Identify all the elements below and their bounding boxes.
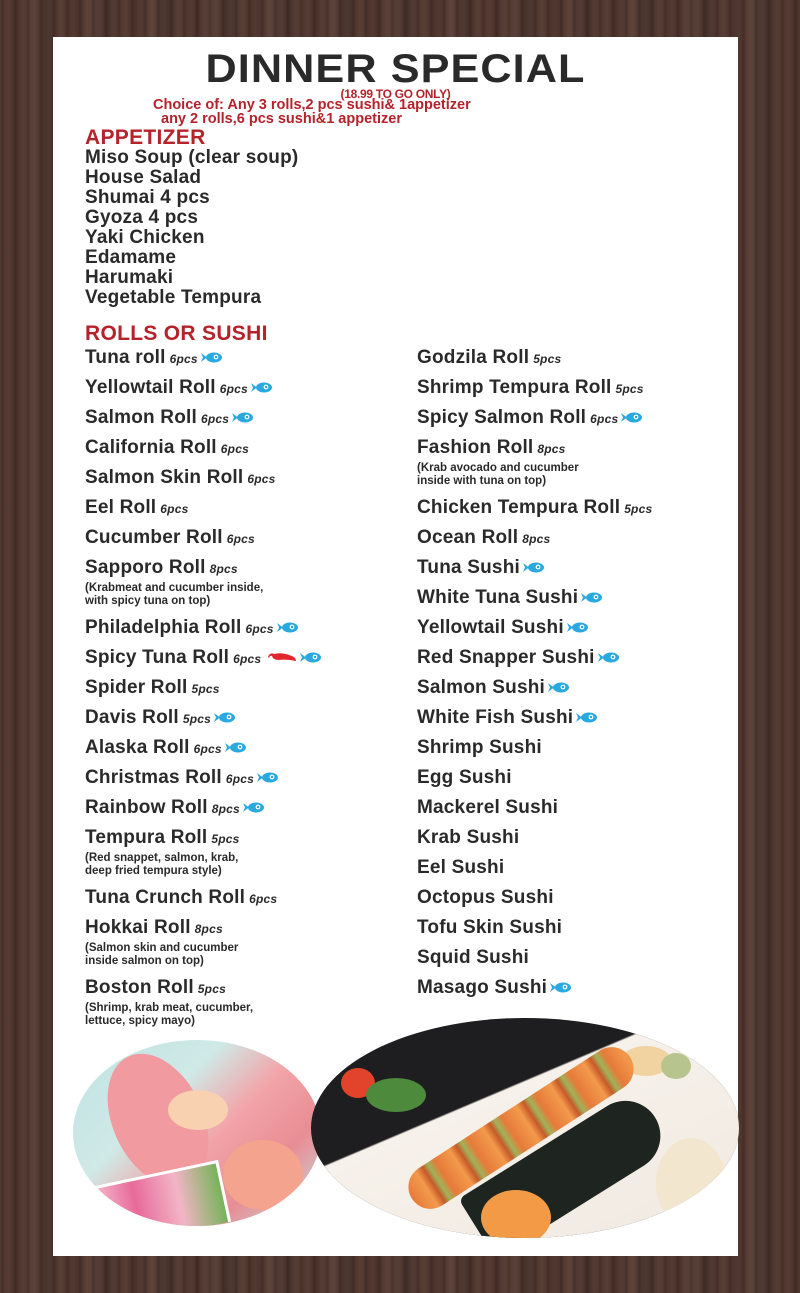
menu-item [417,828,519,848]
piece-count: 5pcs [533,352,562,366]
piece-count: 6pcs [193,742,222,757]
menu-item-name: Fashion Roll [417,437,534,458]
menu-item [85,468,276,489]
menu-item-description: (Krab avocado and cucumber [417,462,579,474]
menu-item [417,618,589,638]
menu-item-name: Godzila Roll [417,347,530,368]
menu-item-name: Tuna Crunch Roll [85,887,246,908]
choice-line-1: Choice of: Any 3 rolls,2 pcs sushi& 1appetizer [153,97,471,113]
menu-item-name: Shrimp Sushi [417,737,542,758]
piece-count: 8pcs [537,442,566,456]
menu-item-name: Spider Roll [85,677,188,698]
menu-item-name: Sapporo Roll [85,557,206,578]
menu-item [85,378,273,399]
menu-item [85,978,226,999]
menu-item-name: Cucumber Roll [85,527,223,548]
menu-item-name: Tuna roll [85,347,166,369]
menu-item-name: Rainbow Roll [85,797,208,819]
menu-item [85,498,188,519]
menu-item [85,618,299,639]
menu-item-name: Krab Sushi [417,827,520,848]
fish-icon [225,738,247,758]
piece-count: 6pcs [201,412,230,427]
menu-item-name: Tofu Skin Sushi [417,917,563,938]
pink-sushi-roll-photo [73,1040,321,1226]
menu-item-description: inside with tuna on top) [417,474,547,487]
piece-count: 6pcs [219,382,248,397]
menu-item-name: Salmon Sushi [417,677,546,699]
piece-count: 5pcs [615,382,644,396]
menu-item-name: Masago Sushi [417,977,548,999]
menu-item [85,438,249,459]
fish-icon [567,618,589,638]
menu-item [417,348,561,369]
menu-item-name: Egg Sushi [417,767,512,788]
fish-icon [550,978,572,998]
menu-panel [53,37,738,1256]
menu-item [417,738,542,758]
menu-item-name: Christmas Roll [85,767,222,789]
menu-item [85,738,247,759]
menu-item-description: (Red snappet, salmon, krab, [85,852,239,864]
menu-item-name: Spicy Tuna Roll [85,647,230,669]
appetizer-item: Miso Soup (clear soup) [85,147,299,168]
menu-item [417,888,554,908]
piece-count: 6pcs [220,442,249,456]
menu-item [417,858,504,878]
menu-item-name: Squid Sushi [417,947,529,968]
price-note: (18.99 TO GO ONLY) [340,87,451,101]
menu-item [85,798,265,819]
menu-item-name: Tempura Roll [85,827,208,848]
menu-item [85,888,277,909]
piece-count: 8pcs [209,562,238,576]
piece-count: 8pcs [211,802,240,817]
menu-item-description: with spicy tuna on top) [85,594,211,607]
fish-icon [300,648,322,668]
piece-count: 6pcs [245,622,274,637]
fish-icon [598,648,620,668]
choice-line-2: any 2 rolls,6 pcs sushi&1 appetizer [161,111,402,127]
menu-item [417,498,652,519]
appetizer-item: Vegetable Tempura [85,287,262,308]
menu-item-name: Salmon Roll [85,407,197,429]
menu-item [85,528,255,549]
menu-item [417,588,603,608]
fish-icon [232,408,254,428]
fish-icon [576,708,598,728]
page-title: DINNER SPECIAL [205,47,586,91]
menu-item [85,828,240,849]
menu-item-name: Eel Sushi [417,857,505,878]
menu-item-name: Eel Roll [85,497,157,518]
menu-item-name: Yellowtail Roll [85,377,216,399]
menu-item [417,918,562,938]
fish-icon [621,408,643,428]
fish-icon [523,558,545,578]
menu-item [417,708,598,728]
menu-item-name: Davis Roll [85,707,179,729]
menu-item-name: Hokkai Roll [85,917,191,938]
fish-icon [214,708,236,728]
fish-icon [548,678,570,698]
fish-icon [251,378,273,398]
menu-item-description: (Krabmeat and cucumber inside, [85,582,264,594]
menu-item [417,768,512,788]
piece-count: 6pcs [160,502,189,516]
menu-item-name: Philadelphia Roll [85,617,242,639]
menu-item [85,348,223,369]
menu-item-name: Chicken Tempura Roll [417,497,621,518]
piece-count: 6pcs [247,472,276,486]
piece-count: 6pcs [233,652,262,667]
menu-item [417,408,643,429]
piece-count: 6pcs [225,772,255,787]
menu-item [417,678,570,698]
appetizer-item: Yaki Chicken [85,227,205,248]
sushi-roll-and-hand-roll-photo [311,1018,739,1238]
piece-count: 5pcs [191,682,220,696]
appetizer-item: House Salad [85,167,202,188]
menu-item [85,768,279,789]
menu-item-name: Salmon Skin Roll [85,467,244,488]
menu-item-name: Mackerel Sushi [417,797,559,818]
appetizer-item: Edamame [85,247,177,268]
chili-icon [267,648,297,668]
menu-item-description: (Salmon skin and cucumber [85,942,239,954]
menu-item [417,528,550,549]
menu-item [417,798,558,818]
piece-count: 6pcs [169,352,198,367]
appetizer-item: Shumai 4 pcs [85,187,210,208]
menu-item-name: Yellowtail Sushi [417,617,564,639]
piece-count: 5pcs [182,712,212,727]
menu-item-description: lettuce, spicy mayo) [85,1014,195,1027]
menu-item [85,678,220,699]
menu-item [85,648,322,669]
menu-item-description: deep fried tempura style) [85,864,222,877]
menu-item [417,648,620,668]
menu-item [417,558,545,578]
menu-item [85,408,254,429]
piece-count: 8pcs [194,922,223,936]
appetizer-heading: APPETIZER [85,126,206,149]
menu-item-name: Ocean Roll [417,527,519,548]
appetizer-item: Gyoza 4 pcs [85,207,199,228]
menu-item-name: Red Snapper Sushi [417,647,595,669]
menu-item-name: White Fish Sushi [417,707,574,729]
rolls-or-sushi-heading: ROLLS OR SUSHI [85,322,268,345]
menu-item-description: inside salmon on top) [85,954,204,967]
piece-count: 5pcs [624,502,653,516]
fish-icon [257,768,279,788]
menu-item [417,438,566,459]
piece-count: 6pcs [226,532,255,546]
piece-count: 6pcs [249,892,278,906]
fish-icon [243,798,265,818]
piece-count: 5pcs [211,832,240,846]
menu-item-name: Shrimp Tempura Roll [417,377,612,398]
menu-item-name: California Roll [85,437,217,458]
menu-item [85,708,236,729]
menu-item [417,978,572,998]
menu-item-name: White Tuna Sushi [417,587,579,609]
menu-item [85,918,223,939]
piece-count: 6pcs [590,412,619,427]
fish-icon [277,618,299,638]
menu-item-name: Alaska Roll [85,737,190,759]
appetizer-item: Harumaki [85,267,174,288]
menu-item [417,378,644,399]
menu-item [85,558,238,579]
menu-item-name: Boston Roll [85,977,194,998]
menu-item [417,948,529,968]
menu-item-description: (Shrimp, krab meat, cucumber, [85,1002,254,1014]
menu-item-name: Spicy Salmon Roll [417,407,587,429]
menu-item-name: Octopus Sushi [417,887,554,908]
fish-icon [201,348,223,368]
menu-item-name: Tuna Sushi [417,557,520,579]
piece-count: 8pcs [522,532,551,546]
fish-icon [581,588,603,608]
piece-count: 5pcs [197,982,226,996]
